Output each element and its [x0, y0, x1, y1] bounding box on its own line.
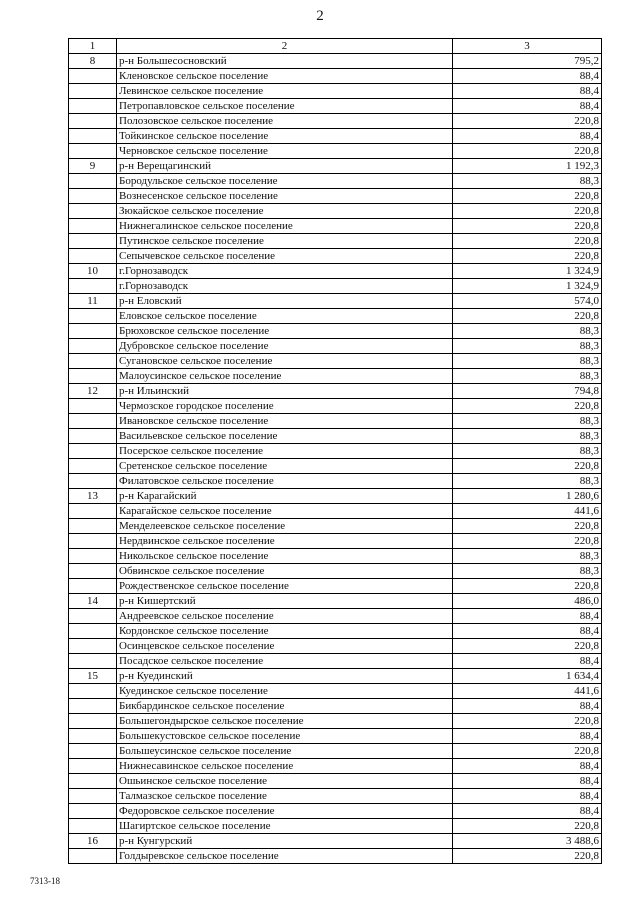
row-name: Дубровское сельское поселение: [117, 339, 453, 354]
row-number: 10: [69, 264, 117, 279]
row-number: [69, 459, 117, 474]
settlement-row: [69, 849, 602, 864]
settlement-row: [69, 684, 602, 699]
row-number: 11: [69, 294, 117, 309]
row-value: 88,4: [453, 759, 602, 774]
row-number: [69, 279, 117, 294]
row-name: Нижнегалинское сельское поселение: [117, 219, 453, 234]
row-value: 88,3: [453, 174, 602, 189]
row-value: 88,4: [453, 729, 602, 744]
row-value: 88,3: [453, 369, 602, 384]
settlement-row: [69, 549, 602, 564]
settlement-row: [69, 309, 602, 324]
row-name: Вознесенское сельское поселение: [117, 189, 453, 204]
row-number: 16: [69, 834, 117, 849]
settlement-row: [69, 564, 602, 579]
settlement-row: [69, 279, 602, 294]
row-name: Посерское сельское поселение: [117, 444, 453, 459]
row-value: 88,4: [453, 774, 602, 789]
row-number: [69, 339, 117, 354]
row-number: [69, 249, 117, 264]
row-name: Бородульское сельское поселение: [117, 174, 453, 189]
settlement-row: [69, 429, 602, 444]
row-number: [69, 549, 117, 564]
row-value: 220,8: [453, 204, 602, 219]
settlement-row: [69, 249, 602, 264]
row-name: Никольское сельское поселение: [117, 549, 453, 564]
row-number: [69, 699, 117, 714]
settlement-row: [69, 759, 602, 774]
row-name: Полозовское сельское поселение: [117, 114, 453, 129]
row-name: Чермозское городское поселение: [117, 399, 453, 414]
row-number: [69, 774, 117, 789]
settlement-row: [69, 774, 602, 789]
row-value: 220,8: [453, 534, 602, 549]
header-col-1: 1: [69, 39, 117, 54]
row-number: [69, 204, 117, 219]
row-value: 1 324,9: [453, 279, 602, 294]
settlement-row: [69, 714, 602, 729]
row-name: Путинское сельское поселение: [117, 234, 453, 249]
row-name: Левинское сельское поселение: [117, 84, 453, 99]
settlement-row: [69, 729, 602, 744]
row-number: [69, 99, 117, 114]
settlement-row: [69, 744, 602, 759]
row-number: [69, 114, 117, 129]
district-row: [69, 264, 602, 279]
row-number: [69, 189, 117, 204]
row-number: [69, 819, 117, 834]
row-value: 220,8: [453, 309, 602, 324]
district-row: [69, 834, 602, 849]
row-value: 88,4: [453, 804, 602, 819]
row-value: 88,4: [453, 99, 602, 114]
row-name: р-н Кунгурский: [117, 834, 453, 849]
row-name: р-н Кишертский: [117, 594, 453, 609]
district-row: [69, 54, 602, 69]
row-number: [69, 129, 117, 144]
row-value: 88,4: [453, 609, 602, 624]
row-name: Посадское сельское поселение: [117, 654, 453, 669]
row-value: 88,4: [453, 699, 602, 714]
row-name: Большеусинское сельское поселение: [117, 744, 453, 759]
settlement-row: [69, 339, 602, 354]
settlement-row: [69, 534, 602, 549]
row-name: р-н Куединский: [117, 669, 453, 684]
row-value: 3 488,6: [453, 834, 602, 849]
row-value: 220,8: [453, 114, 602, 129]
row-value: 88,4: [453, 84, 602, 99]
row-number: 15: [69, 669, 117, 684]
row-number: [69, 729, 117, 744]
row-value: 88,4: [453, 654, 602, 669]
row-value: 795,2: [453, 54, 602, 69]
row-value: 220,8: [453, 849, 602, 864]
row-number: [69, 609, 117, 624]
row-value: 220,8: [453, 639, 602, 654]
row-name: Осинцевское сельское поселение: [117, 639, 453, 654]
row-name: Тойкинское сельское поселение: [117, 129, 453, 144]
row-name: Сретенское сельское поселение: [117, 459, 453, 474]
row-value: 441,6: [453, 504, 602, 519]
row-value: 220,8: [453, 249, 602, 264]
district-row: [69, 669, 602, 684]
row-number: [69, 429, 117, 444]
row-number: 14: [69, 594, 117, 609]
row-number: 13: [69, 489, 117, 504]
row-number: [69, 234, 117, 249]
row-name: Бикбардинское сельское поселение: [117, 699, 453, 714]
settlement-row: [69, 624, 602, 639]
row-value: 88,3: [453, 414, 602, 429]
row-value: 486,0: [453, 594, 602, 609]
row-value: 220,8: [453, 744, 602, 759]
row-name: Менделеевское сельское поселение: [117, 519, 453, 534]
settlement-row: [69, 654, 602, 669]
row-name: Петропавловское сельское поселение: [117, 99, 453, 114]
settlement-row: [69, 114, 602, 129]
row-number: [69, 354, 117, 369]
settlement-row: [69, 234, 602, 249]
page-number: 2: [316, 8, 324, 24]
row-number: [69, 804, 117, 819]
settlement-row: [69, 579, 602, 594]
settlement-row: [69, 99, 602, 114]
row-name: Зюкайское сельское поселение: [117, 204, 453, 219]
row-name: г.Горнозаводск: [117, 279, 453, 294]
row-value: 88,3: [453, 429, 602, 444]
settlement-row: [69, 474, 602, 489]
district-row: [69, 489, 602, 504]
row-number: [69, 789, 117, 804]
row-number: [69, 474, 117, 489]
row-number: 9: [69, 159, 117, 174]
row-value: 88,4: [453, 69, 602, 84]
settlement-row: [69, 459, 602, 474]
row-name: Большекустовское сельское поселение: [117, 729, 453, 744]
settlement-row: [69, 69, 602, 84]
row-number: [69, 504, 117, 519]
row-number: [69, 744, 117, 759]
row-number: [69, 759, 117, 774]
row-number: [69, 144, 117, 159]
settlement-row: [69, 354, 602, 369]
row-number: 8: [69, 54, 117, 69]
row-value: 88,3: [453, 324, 602, 339]
row-name: р-н Большесосновский: [117, 54, 453, 69]
settlement-row: [69, 804, 602, 819]
row-value: 220,8: [453, 144, 602, 159]
row-name: Кленовское сельское поселение: [117, 69, 453, 84]
row-name: Большегондырское сельское поселение: [117, 714, 453, 729]
settlement-row: [69, 444, 602, 459]
row-value: 88,4: [453, 789, 602, 804]
row-value: 88,4: [453, 624, 602, 639]
row-number: [69, 714, 117, 729]
row-number: [69, 174, 117, 189]
row-name: Обвинское сельское поселение: [117, 564, 453, 579]
row-value: 1 634,4: [453, 669, 602, 684]
row-number: [69, 369, 117, 384]
settlement-row: [69, 609, 602, 624]
settlement-row: [69, 819, 602, 834]
row-name: Сугановское сельское поселение: [117, 354, 453, 369]
row-value: 220,8: [453, 399, 602, 414]
row-value: 88,3: [453, 474, 602, 489]
row-name: Ошьинское сельское поселение: [117, 774, 453, 789]
row-number: [69, 324, 117, 339]
header-col-2: 2: [117, 39, 453, 54]
row-value: 220,8: [453, 459, 602, 474]
row-value: 441,6: [453, 684, 602, 699]
settlement-row: [69, 144, 602, 159]
row-value: 220,8: [453, 219, 602, 234]
row-name: Нердвинское сельское поселение: [117, 534, 453, 549]
row-name: Черновское сельское поселение: [117, 144, 453, 159]
settlement-row: [69, 699, 602, 714]
row-name: Еловское сельское поселение: [117, 309, 453, 324]
row-number: [69, 519, 117, 534]
document-code: 7313-18: [30, 876, 60, 886]
table-header-row: [69, 39, 602, 54]
settlement-row: [69, 399, 602, 414]
row-name: р-н Карагайский: [117, 489, 453, 504]
settlement-row: [69, 369, 602, 384]
row-name: Андреевское сельское поселение: [117, 609, 453, 624]
row-value: 220,8: [453, 714, 602, 729]
row-value: 88,3: [453, 354, 602, 369]
row-number: [69, 654, 117, 669]
row-value: 1 280,6: [453, 489, 602, 504]
row-value: 88,3: [453, 339, 602, 354]
settlement-row: [69, 174, 602, 189]
row-number: [69, 684, 117, 699]
row-value: 794,8: [453, 384, 602, 399]
row-name: р-н Ильинский: [117, 384, 453, 399]
row-name: Голдыревское сельское поселение: [117, 849, 453, 864]
row-value: 220,8: [453, 579, 602, 594]
row-name: Филатовское сельское поселение: [117, 474, 453, 489]
table-body: [69, 39, 602, 864]
district-row: [69, 594, 602, 609]
settlement-row: [69, 519, 602, 534]
row-number: [69, 84, 117, 99]
district-row: [69, 294, 602, 309]
row-number: [69, 564, 117, 579]
row-name: Карагайское сельское поселение: [117, 504, 453, 519]
row-name: Талмазское сельское поселение: [117, 789, 453, 804]
settlement-row: [69, 219, 602, 234]
allocation-table: [68, 38, 602, 864]
settlement-row: [69, 414, 602, 429]
row-name: Малоусинское сельское поселение: [117, 369, 453, 384]
row-name: Сепычевское сельское поселение: [117, 249, 453, 264]
settlement-row: [69, 204, 602, 219]
row-name: г.Горнозаводск: [117, 264, 453, 279]
row-number: [69, 579, 117, 594]
row-name: р-н Еловский: [117, 294, 453, 309]
row-name: Васильевское сельское поселение: [117, 429, 453, 444]
row-number: 12: [69, 384, 117, 399]
settlement-row: [69, 639, 602, 654]
settlement-row: [69, 324, 602, 339]
row-value: 220,8: [453, 819, 602, 834]
row-number: [69, 534, 117, 549]
district-row: [69, 384, 602, 399]
row-name: Кордонское сельское поселение: [117, 624, 453, 639]
row-value: 574,0: [453, 294, 602, 309]
row-name: Рождественское сельское поселение: [117, 579, 453, 594]
row-value: 220,8: [453, 234, 602, 249]
row-name: Брюховское сельское поселение: [117, 324, 453, 339]
settlement-row: [69, 84, 602, 99]
row-number: [69, 69, 117, 84]
row-value: 1 192,3: [453, 159, 602, 174]
row-name: Куединское сельское поселение: [117, 684, 453, 699]
row-name: Шагиртское сельское поселение: [117, 819, 453, 834]
row-name: Ивановское сельское поселение: [117, 414, 453, 429]
row-value: 88,3: [453, 549, 602, 564]
row-number: [69, 849, 117, 864]
row-number: [69, 219, 117, 234]
row-name: Федоровское сельское поселение: [117, 804, 453, 819]
header-col-3: 3: [453, 39, 602, 54]
row-number: [69, 399, 117, 414]
row-value: 1 324,9: [453, 264, 602, 279]
settlement-row: [69, 189, 602, 204]
row-number: [69, 639, 117, 654]
row-number: [69, 444, 117, 459]
settlement-row: [69, 504, 602, 519]
row-value: 220,8: [453, 519, 602, 534]
row-name: р-н Верещагинский: [117, 159, 453, 174]
row-value: 88,3: [453, 444, 602, 459]
row-number: [69, 414, 117, 429]
row-value: 88,4: [453, 129, 602, 144]
settlement-row: [69, 129, 602, 144]
row-number: [69, 309, 117, 324]
row-value: 88,3: [453, 564, 602, 579]
settlement-row: [69, 789, 602, 804]
district-row: [69, 159, 602, 174]
row-number: [69, 624, 117, 639]
row-name: Нижнесавинское сельское поселение: [117, 759, 453, 774]
row-value: 220,8: [453, 189, 602, 204]
